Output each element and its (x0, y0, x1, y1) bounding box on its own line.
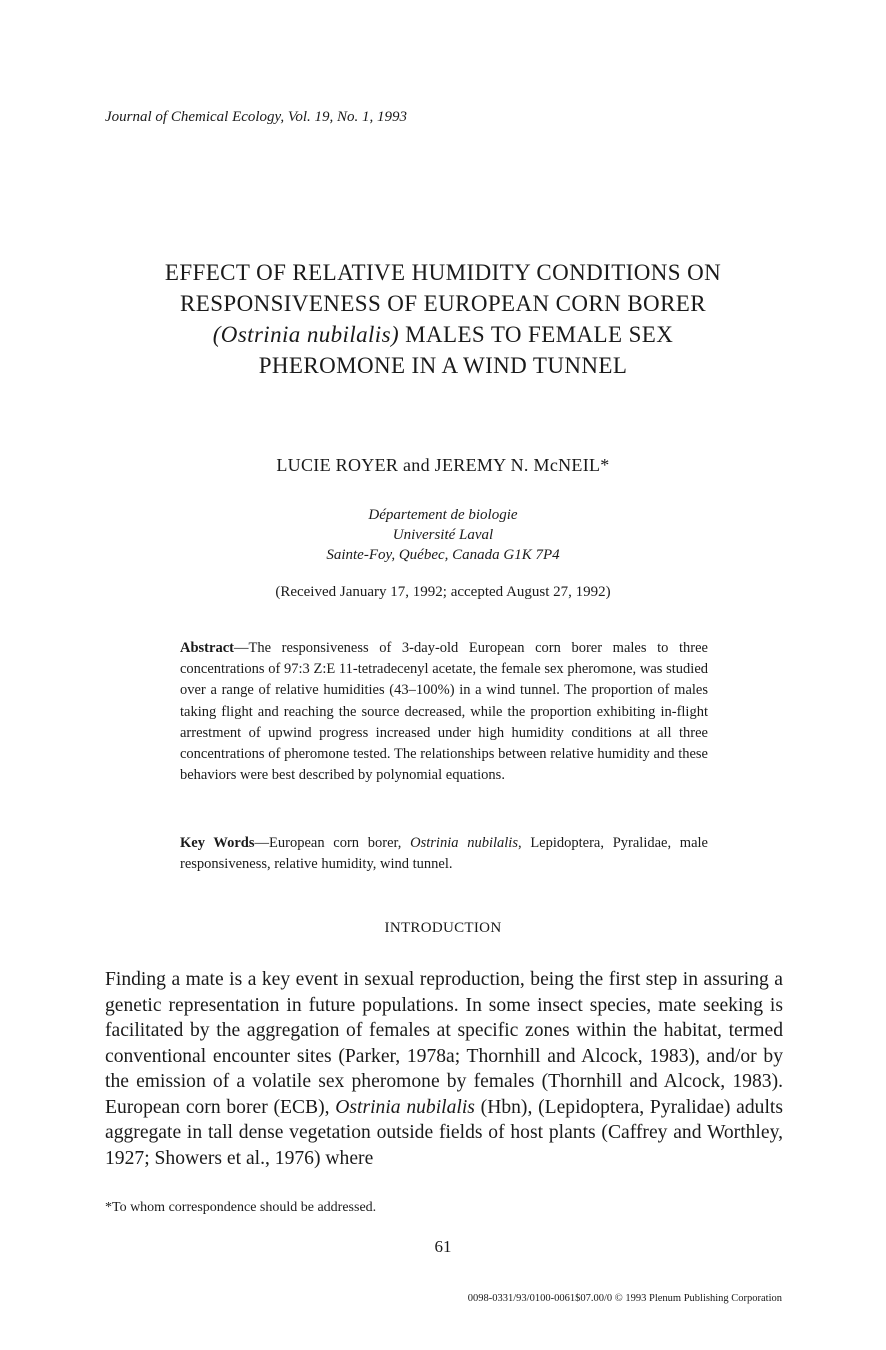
affiliation-university: Université Laval (392, 527, 494, 543)
section-heading: INTRODUCTION (384, 920, 502, 936)
keywords-text-after: , Lepidoptera, Pyralidae, male responsiveness, relative humidity, wind tunnel. (180, 835, 708, 873)
key-words (180, 833, 708, 875)
author-list: LUCIE ROYER and JEREMY N. McNEIL* (276, 455, 610, 475)
intro-text-2: (Hbn), (Lepidoptera, Pyralidae) adults aggregate in tall dense vegetation outside fields of host plants (Caffrey and Worthley, 1927; Showers et al., 1976) where (105, 1096, 783, 1169)
intro-species: Ostrinia nubilalis (335, 1096, 475, 1118)
title-line-2: RESPONSIVENESS OF EUROPEAN CORN BORER (180, 291, 706, 316)
footnote: *To whom correspondence should be addressed. (105, 1200, 377, 1215)
received-dates: (Received January 17, 1992; accepted August 27, 1992) (275, 584, 611, 600)
page-number: 61 (434, 1237, 452, 1256)
title-line-3 (0, 319, 886, 350)
keywords-species: Ostrinia nubilalis (410, 835, 518, 851)
title-line-1: EFFECT OF RELATIVE HUMIDITY CONDITIONS ON (164, 260, 722, 285)
affiliation-department: Département de biologie (368, 507, 518, 523)
intro-paragraph (105, 967, 783, 1171)
intro-text-1: Finding a mate is a key event in sexual reproduction, being the first step in assuring a genetic representation in future populations. In some insect species, mate seeking is facilitated by the aggregation of females at specific zones within the habitat, termed conventional encounter sites (Parker, 1978a; Thornhill and Alcock, 1983), and/or by the emission of a volatile sex pheromone by females (Thornhill and Alcock, 1983). European corn borer (ECB), (105, 969, 783, 1118)
copyright-line: 0098-0331/93/0100-0061$07.00/0 © 1993 Plenum Publishing Corporation (467, 1293, 782, 1304)
title-line-3-rest: MALES TO FEMALE SEX (399, 322, 674, 347)
journal-citation: Journal of Chemical Ecology, Vol. 19, No. 1, 1993 (105, 109, 408, 125)
abstract-text: —The responsiveness of 3-day-old European corn borer males to three concentrations of 97:3 Z:E 11-tetradecenyl acetate, the female sex pheromone, was studied over a range of relative humidities (43–100%) in a wind tunnel. The proportion of males taking flight and reaching the source decreased, while the proportion exhibiting in-flight arrestment of upwind progress increased under high humidity conditions at all three concentrations of pheromone tested. The relationships between relative humidity and these behaviors were best described by polynomial equations. (180, 640, 708, 784)
affiliation (0, 505, 886, 565)
article-title (0, 257, 886, 381)
keywords-text-before: —European corn borer, (254, 835, 411, 851)
keywords-label: Key Words (180, 835, 255, 851)
title-species: (Ostrinia nubilalis) (212, 322, 400, 347)
affiliation-address: Sainte-Foy, Québec, Canada G1K 7P4 (326, 547, 560, 563)
abstract (180, 638, 708, 786)
title-line-4: PHEROMONE IN A WIND TUNNEL (258, 353, 628, 378)
abstract-label: Abstract (180, 640, 234, 656)
